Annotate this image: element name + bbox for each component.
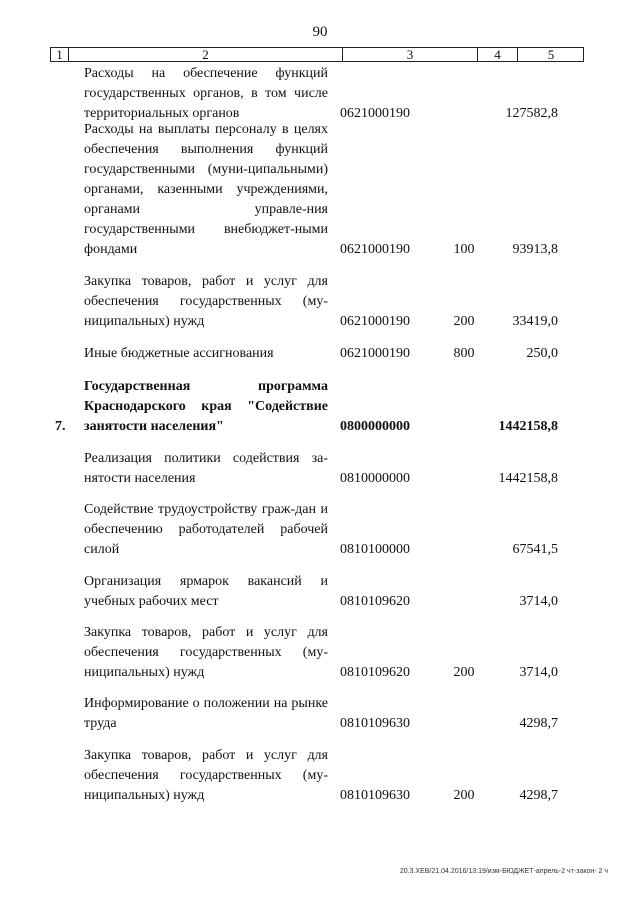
item-description: Содействие трудоустройству граж-дан и обеспечению работодателей рабочей силой: [84, 502, 328, 557]
table-row: [0, 64, 640, 124]
column-header-5: 5: [547, 47, 555, 62]
table-row: [0, 746, 640, 806]
column-header-2: 2: [202, 47, 209, 62]
item-description: Реализация политики содействия за-нятости населения: [84, 451, 328, 486]
table-row: [0, 122, 640, 260]
table-row: [0, 449, 640, 489]
item-description: Закупка товаров, работ и услуг для обеспечения государственных (му-ниципальных) нужд: [84, 625, 328, 680]
amount: 250,0: [526, 346, 558, 361]
expense-kind: 100: [453, 242, 475, 257]
target-code: 0621000190: [340, 346, 410, 361]
amount: 33419,0: [512, 314, 558, 329]
target-code: 0621000190: [340, 106, 410, 121]
document-footer: 20.3.ХЕВ/21.04.2016/13:19/изм-БЮДЖЕТ-апрель-2 чт-закон- 2 ч: [399, 868, 608, 875]
page-number: 90: [312, 24, 328, 40]
item-description: Государственная программа Краснодарского края "Содействие занятости населения": [84, 379, 328, 434]
table-row: [0, 623, 640, 683]
expense-kind: 200: [453, 788, 475, 803]
item-number: 7.: [55, 419, 66, 434]
table-row: [0, 500, 640, 560]
amount: 93913,8: [512, 242, 558, 257]
target-code: 0810109630: [340, 788, 410, 803]
target-code: 0810109630: [340, 716, 410, 731]
item-description: Иные бюджетные ассигнования: [84, 346, 274, 361]
target-code: 0800000000: [340, 419, 410, 434]
item-description: Закупка товаров, работ и услуг для обеспечения государственных (му-ниципальных) нужд: [84, 748, 328, 803]
item-description: Расходы на выплаты персоналу в целях обеспечения выполнения функций государственными (муни-ципальными) органами, казенными учреждениями, органами управле-ния государственными внебюджет-ными фондами: [84, 122, 328, 257]
amount: 1442158,8: [498, 471, 558, 486]
target-code: 0621000190: [340, 242, 410, 257]
table-row: [0, 272, 640, 332]
expense-kind: 200: [453, 314, 475, 329]
amount: 127582,8: [505, 106, 558, 121]
amount: 1442158,8: [498, 419, 558, 434]
item-description: Расходы на обеспечение функций государственных органов, в том числе территориальных органов: [84, 66, 328, 121]
target-code: 0810109620: [340, 665, 410, 680]
item-description: Информирование о положении на рынке труда: [84, 696, 328, 731]
column-header-1: 1: [56, 47, 63, 62]
table-row: [0, 572, 640, 612]
amount: 4298,7: [519, 716, 558, 731]
column-header-4: 4: [494, 47, 501, 62]
item-description: Организация ярмарок вакансий и учебных рабочих мест: [84, 574, 328, 609]
expense-kind: 200: [453, 665, 475, 680]
target-code: 0810109620: [340, 594, 410, 609]
target-code: 0810100000: [340, 542, 410, 557]
target-code: 0810000000: [340, 471, 410, 486]
item-description: Закупка товаров, работ и услуг для обеспечения государственных (му-ниципальных) нужд: [84, 274, 328, 329]
table-row: [0, 344, 640, 364]
column-header-3: 3: [406, 47, 414, 62]
amount: 67541,5: [512, 542, 558, 557]
amount: 3714,0: [519, 594, 558, 609]
amount: 4298,7: [519, 788, 558, 803]
table-row: [0, 377, 640, 437]
expense-kind: 800: [453, 346, 475, 361]
table-header-row: [50, 47, 584, 62]
amount: 3714,0: [519, 665, 558, 680]
target-code: 0621000190: [340, 314, 410, 329]
table-row: [0, 694, 640, 734]
